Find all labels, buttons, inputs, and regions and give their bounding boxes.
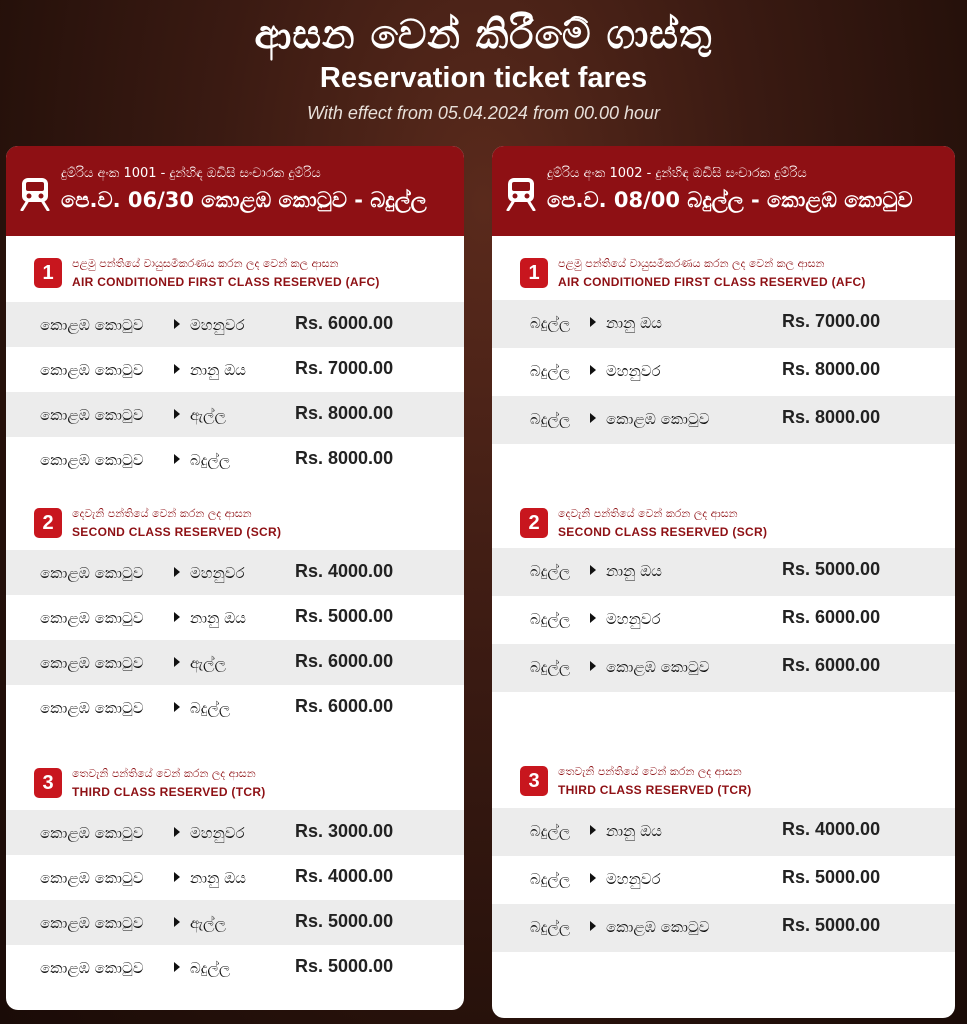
train-icon xyxy=(505,177,537,211)
fare-price: Rs. 4000.00 xyxy=(295,866,394,886)
to-station: කොළඹ කොටුව xyxy=(606,918,710,936)
section-number-badge: 1 xyxy=(34,258,62,288)
section-title: SECOND CLASS RESERVED (SCR) xyxy=(72,525,282,539)
fare-price: Rs. 3000.00 xyxy=(295,821,394,841)
to-station: බදුල්ල xyxy=(190,451,231,469)
fare-row xyxy=(492,904,955,952)
fare-price: Rs. 6000.00 xyxy=(782,607,881,627)
to-station: නානු ඔය xyxy=(190,869,246,887)
fare-price: Rs. 5000.00 xyxy=(295,606,394,626)
to-station: කොළඹ කොටුව xyxy=(606,410,710,428)
section-number-badge: 3 xyxy=(34,768,62,798)
panel-header xyxy=(492,146,955,236)
fare-row xyxy=(6,437,464,482)
fare-row xyxy=(6,595,464,640)
arrow-right-icon xyxy=(174,364,180,374)
to-station: නානු ඔය xyxy=(606,314,662,332)
fare-row xyxy=(492,348,955,396)
fare-price: Rs. 6000.00 xyxy=(782,655,881,675)
to-station: මහනුවර xyxy=(606,362,661,380)
section-number-badge: 1 xyxy=(520,258,548,288)
fare-list xyxy=(6,550,464,730)
arrow-right-icon xyxy=(590,613,596,623)
arrow-right-icon xyxy=(174,917,180,927)
section-number-badge: 3 xyxy=(520,766,548,796)
fare-list xyxy=(6,302,464,482)
to-station: මහනුවර xyxy=(606,610,661,628)
fare-price: Rs. 5000.00 xyxy=(782,559,881,579)
to-station: නානු ඔය xyxy=(190,609,246,627)
fare-row xyxy=(6,810,464,855)
arrow-right-icon xyxy=(590,365,596,375)
section-tcr xyxy=(6,758,464,808)
from-station: කොළඹ කොටුව xyxy=(40,361,144,379)
fare-list xyxy=(492,808,955,952)
to-station: ඇල්ල xyxy=(190,914,226,932)
fare-row xyxy=(6,347,464,392)
fare-price: Rs. 8000.00 xyxy=(782,359,881,379)
arrow-right-icon xyxy=(590,317,596,327)
section-title-sinhala: දෙවැනි පන්තියේ වෙන් කරන ලද ආසන xyxy=(72,507,252,520)
fare-row xyxy=(492,300,955,348)
section-title: AIR CONDITIONED FIRST CLASS RESERVED (AFC) xyxy=(558,275,866,289)
from-station: බදුල්ල xyxy=(530,870,571,888)
fare-row xyxy=(6,855,464,900)
to-station: නානු ඔය xyxy=(606,822,662,840)
fare-price: Rs. 4000.00 xyxy=(295,561,394,581)
section-afc xyxy=(6,248,464,298)
fare-row xyxy=(6,550,464,595)
arrow-right-icon xyxy=(174,454,180,464)
fare-row xyxy=(492,644,955,692)
from-station: බදුල්ල xyxy=(530,658,571,676)
arrow-right-icon xyxy=(590,565,596,575)
to-station: මහනුවර xyxy=(190,564,245,582)
arrow-right-icon xyxy=(174,409,180,419)
fare-price: Rs. 4000.00 xyxy=(782,819,881,839)
fare-price: Rs. 6000.00 xyxy=(295,696,394,716)
train-icon xyxy=(19,177,51,211)
from-station: බදුල්ල xyxy=(530,314,571,332)
fare-row xyxy=(6,302,464,347)
to-station: මහනුවර xyxy=(190,824,245,842)
section-afc xyxy=(492,248,955,298)
arrow-right-icon xyxy=(174,319,180,329)
fare-list xyxy=(492,548,955,692)
arrow-right-icon xyxy=(174,612,180,622)
fare-price: Rs. 8000.00 xyxy=(295,448,394,468)
from-station: බදුල්ල xyxy=(530,822,571,840)
from-station: කොළඹ කොටුව xyxy=(40,654,144,672)
fare-row xyxy=(492,808,955,856)
from-station: බදුල්ල xyxy=(530,610,571,628)
fare-row xyxy=(492,596,955,644)
to-station: කොළඹ කොටුව xyxy=(606,658,710,676)
to-station: ඇල්ල xyxy=(190,406,226,424)
to-station: ඇල්ල xyxy=(190,654,226,672)
section-scr xyxy=(6,498,464,548)
section-number-badge: 2 xyxy=(520,508,548,538)
section-number-badge: 2 xyxy=(34,508,62,538)
fare-price: Rs. 6000.00 xyxy=(295,313,394,333)
fare-row xyxy=(6,945,464,990)
train-number: දුම්රිය අංක 1001 - දුන්හිඳ ඔඩිසි සංචාරක දුම්රිය xyxy=(61,166,321,181)
section-title-sinhala: දෙවැනි පන්තියේ වෙන් කරන ලද ආසන xyxy=(558,507,738,520)
to-station: නානු ඔය xyxy=(606,562,662,580)
fare-list xyxy=(492,300,955,444)
fare-row xyxy=(6,900,464,945)
from-station: කොළඹ කොටුව xyxy=(40,406,144,424)
arrow-right-icon xyxy=(590,825,596,835)
arrow-right-icon xyxy=(590,413,596,423)
from-station: බදුල්ල xyxy=(530,362,571,380)
fare-price: Rs. 5000.00 xyxy=(782,915,881,935)
panel-header xyxy=(6,146,464,236)
section-title: THIRD CLASS RESERVED (TCR) xyxy=(72,785,266,799)
from-station: කොළඹ කොටුව xyxy=(40,699,144,717)
arrow-right-icon xyxy=(174,657,180,667)
fare-price: Rs. 6000.00 xyxy=(295,651,394,671)
section-title-sinhala: තෙවැනි පන්තියේ වෙන් කරන ලද ආසන xyxy=(558,765,742,778)
fare-price: Rs. 5000.00 xyxy=(782,867,881,887)
effective-date: With effect from 05.04.2024 from 00.00 hour xyxy=(306,103,661,123)
from-station: කොළඹ කොටුව xyxy=(40,869,144,887)
arrow-right-icon xyxy=(174,827,180,837)
to-station: මහනුවර xyxy=(190,316,245,334)
fare-row xyxy=(492,396,955,444)
fare-row xyxy=(6,640,464,685)
from-station: කොළඹ කොටුව xyxy=(40,316,144,334)
section-title: AIR CONDITIONED FIRST CLASS RESERVED (AFC) xyxy=(72,275,380,289)
fare-price: Rs. 5000.00 xyxy=(295,956,394,976)
from-station: කොළඹ කොටුව xyxy=(40,914,144,932)
fare-row xyxy=(492,856,955,904)
from-station: කොළඹ කොටුව xyxy=(40,824,144,842)
fare-price: Rs. 8000.00 xyxy=(782,407,881,427)
fare-panel-1002 xyxy=(492,146,955,1018)
to-station: නානු ඔය xyxy=(190,361,246,379)
fare-panel-1001 xyxy=(6,146,464,1010)
section-title-sinhala: පළමු පන්තියේ වායුසමීකරණය කරන ලද වෙන් කල ආසන xyxy=(72,257,339,270)
arrow-right-icon xyxy=(590,921,596,931)
arrow-right-icon xyxy=(590,873,596,883)
to-station: මහනුවර xyxy=(606,870,661,888)
to-station: බදුල්ල xyxy=(190,699,231,717)
page-title-sinhala: ආසන වෙන් කිරීමේ ගාස්තු xyxy=(254,12,713,58)
from-station: කොළඹ කොටුව xyxy=(40,451,144,469)
arrow-right-icon xyxy=(590,661,596,671)
section-title: SECOND CLASS RESERVED (SCR) xyxy=(558,525,768,539)
from-station: කොළඹ කොටුව xyxy=(40,564,144,582)
arrow-right-icon xyxy=(174,872,180,882)
fare-row xyxy=(6,685,464,730)
to-station: බදුල්ල xyxy=(190,959,231,977)
section-title: THIRD CLASS RESERVED (TCR) xyxy=(558,783,752,797)
section-scr xyxy=(492,498,955,548)
from-station: කොළඹ කොටුව xyxy=(40,959,144,977)
arrow-right-icon xyxy=(174,962,180,972)
fare-price: Rs. 7000.00 xyxy=(782,311,881,331)
arrow-right-icon xyxy=(174,702,180,712)
fare-price: Rs. 7000.00 xyxy=(295,358,394,378)
fare-price: Rs. 5000.00 xyxy=(295,911,394,931)
arrow-right-icon xyxy=(174,567,180,577)
section-tcr xyxy=(492,756,955,806)
fare-row xyxy=(492,548,955,596)
from-station: බදුල්ල xyxy=(530,918,571,936)
from-station: කොළඹ කොටුව xyxy=(40,609,144,627)
route-title: පෙ.ව. 08/00 බදුල්ල - කොළඹ කොටුව xyxy=(547,188,913,212)
fare-price: Rs. 8000.00 xyxy=(295,403,394,423)
train-number: දුම්රිය අංක 1002 - දුන්හිඳ ඔඩිසි සංචාරක දුම්රිය xyxy=(547,166,807,181)
fare-list xyxy=(6,810,464,990)
section-title-sinhala: පළමු පන්තියේ වායුසමීකරණය කරන ලද වෙන් කල ආසන xyxy=(558,257,825,270)
fare-row xyxy=(6,392,464,437)
from-station: බදුල්ල xyxy=(530,410,571,428)
page-title: Reservation ticket fares xyxy=(319,62,648,94)
section-title-sinhala: තෙවැනි පන්තියේ වෙන් කරන ලද ආසන xyxy=(72,767,256,780)
from-station: බදුල්ල xyxy=(530,562,571,580)
route-title: පෙ.ව. 06/30 කොළඹ කොටුව - බදුල්ල xyxy=(61,188,427,212)
